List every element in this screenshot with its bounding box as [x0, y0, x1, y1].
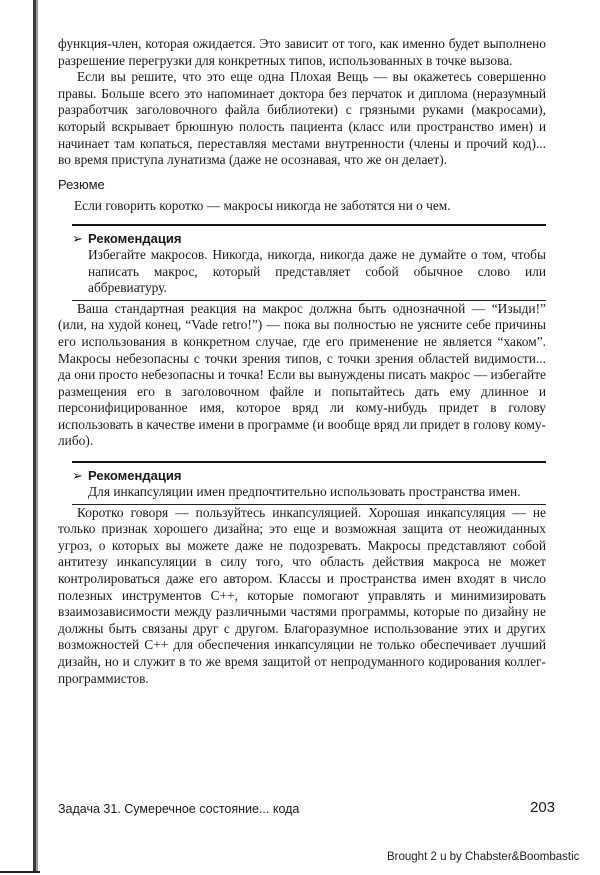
recommendation-title: Рекомендация	[88, 468, 182, 484]
recommendation-title: Рекомендация	[88, 230, 182, 246]
recommendation-heading	[72, 230, 546, 247]
page-margin-bar-shadow	[36, 0, 38, 872]
paragraph-macro-reaction: Ваша стандартная реакция на макрос должна быть однозначной — “Изыди!” (или, на худой конец, “Vade retro!”) — пока вы полностью не уясните себе причины его использования в конкретном случае, где его применение не является “хаком”. Макросы небезопасны с точки зрения типов, с точки зрения областей видимости... да они просто небезопасны и точка! Если вы вынуждены писать макрос — избегайте размещения его в заголовочном файле и попытайтесь дать ему длинное и персонифицированное имя, которое вряд ли кому-нибудь придет в голову использовать в качестве имени в программе (и вообще вряд ли придет в голову кому-либо).	[58, 300, 546, 449]
watermark-credit: Brought 2 u by Chabster&Boombastic	[387, 851, 580, 863]
arrow-bullet-icon: ➢	[72, 230, 83, 246]
recommendation-box-1	[72, 224, 546, 301]
page-body	[58, 36, 546, 687]
recommendation-box-2	[72, 461, 546, 505]
recommendation-heading	[72, 467, 546, 484]
summary-text: Если говорить коротко — макросы никогда не заботятся ни о чем.	[74, 198, 451, 214]
paragraph-bad-thing: Если вы решите, что это еще одна Плохая Вещь — вы окажетесь совершенно правы. Больше всего это напоминает доктора без перчаток и диплома (неразумный разработчик заголовочного файла библиотеки) с грязными руками (макросами), который вскрывает брюшную полость пациента (класс или пространство имен) и начинает там копаться, переставляя местами внутренности (члены и прочий код)... во время приступа лунатизма (даже не осознавая, что же он делает).	[58, 69, 546, 168]
page-number: 203	[530, 799, 556, 816]
running-footer-title: Задача 31. Сумеречное состояние... кода	[58, 802, 300, 816]
recommendation-text: Для инкапсуляции имен предпочтительно использовать пространства имен.	[88, 484, 521, 500]
section-title-summary: Резюме	[58, 176, 105, 192]
paragraph-encapsulation: Коротко говоря — пользуйтесь инкапсуляцией. Хорошая инкапсуляция — не только признак хорошего дизайна; это еще и возможная защита от неожиданных угроз, о которых вы можете даже не подозревать. Макросы представляют собой антитезу инкапсуляции в силу того, что область действия макроса не может контролироваться даже его автором. Классы и пространства имен входят в число полезных инструментов C++, которые помогают управлять и минимизировать взаимозависимости между различными частями программы, которые по дизайну не должны быть связаны друг с другом. Благоразумное использование этих и других возможностей C++ для обеспечения инкапсуляции не только обеспечивает лучший дизайн, но и служит в то же время защитой от непродуманного кодирования коллег-программистов.	[58, 504, 546, 686]
paragraph-continuation: функция-член, которая ожидается. Это зависит от того, как именно будет выполнено разрешение перегрузки для конкретных типов, использованных в точке вызова.	[58, 36, 546, 68]
arrow-bullet-icon: ➢	[72, 468, 83, 484]
recommendation-text: Избегайте макросов. Никогда, никогда, никогда даже не думайте о том, чтобы написать макрос, который представляет собой обычное слово или аббревиатуру.	[88, 246, 546, 296]
page-bottom-rule	[0, 871, 40, 873]
